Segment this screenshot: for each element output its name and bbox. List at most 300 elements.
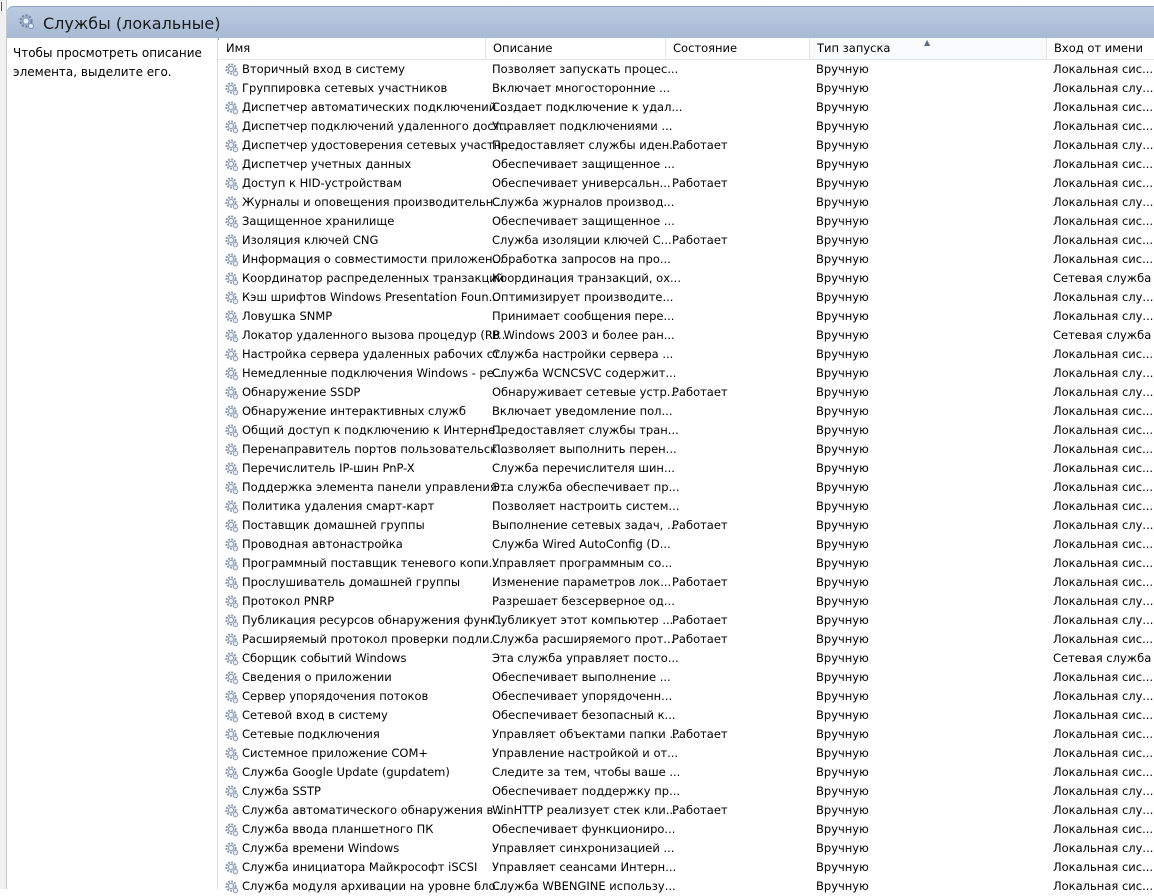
service-gear-icon [224,423,240,439]
service-description: Служба настройки сервера ... [492,347,674,361]
service-startup-type: Вручную [816,537,869,551]
service-gear-icon [224,385,240,401]
service-row[interactable] [219,421,1154,440]
service-row[interactable] [219,668,1154,687]
service-gear-icon [224,252,240,268]
sort-ascending-icon: ▲ [924,38,931,47]
service-logon-as: Локальная сис... [1053,119,1154,133]
service-state [672,193,802,212]
service-description: Следите за тем, чтобы ваше ... [492,765,681,779]
service-name: Локатор удаленного вызова процедур (RP... [242,328,509,342]
service-description: Включает уведомление пол... [492,404,673,418]
service-startup-type: Вручную [816,252,869,266]
service-startup-type: Вручную [816,271,869,285]
service-name: Перечислитель IP-шин PnP-X [242,461,415,475]
service-state [672,535,802,554]
service-description: Управляет объектами папки ... [492,727,681,741]
service-startup-type: Вручную [816,214,869,228]
service-state: Работает [672,727,728,741]
service-logon-as: Локальная слу... [1053,784,1154,798]
service-row[interactable] [219,801,1154,820]
service-gear-icon [224,651,240,667]
service-gear-icon [224,613,240,629]
service-logon-as: Локальная слу... [1053,138,1154,152]
service-logon-as: Локальная сис... [1053,461,1154,475]
service-logon-as: Локальная слу... [1053,195,1154,209]
service-state [672,326,802,345]
service-startup-type: Вручную [816,62,869,76]
service-row[interactable] [219,535,1154,554]
service-startup-type: Вручную [816,841,869,855]
service-logon-as: Локальная слу... [1053,366,1154,380]
service-logon-as: Локальная сис... [1053,765,1154,779]
service-description: Включает многосторонние ... [492,81,671,95]
service-name: Защищенное хранилище [242,214,395,228]
service-startup-type: Вручную [816,518,869,532]
column-header-description[interactable]: Описание [486,38,666,59]
service-state: Работает [672,613,728,627]
service-row[interactable] [219,706,1154,725]
service-gear-icon [224,784,240,800]
service-row[interactable] [219,345,1154,364]
service-startup-type: Вручную [816,328,869,342]
service-description: Публикует этот компьютер ... [492,613,674,627]
service-description: Предоставляет службы тран... [492,423,679,437]
service-state [672,782,802,801]
service-state: Работает [672,138,728,152]
service-row[interactable] [219,60,1154,79]
service-name: Диспетчер учетных данных [242,157,412,171]
service-row[interactable] [219,459,1154,478]
service-logon-as: Локальная сис... [1053,233,1154,247]
service-description: Служба изоляции ключей С... [492,233,672,247]
service-name: Перенаправитель портов пользовательск... [242,442,509,456]
service-description: Обеспечивает выполнение ... [492,670,671,684]
service-gear-icon [224,727,240,743]
service-description: Обеспечивает защищенное ... [492,214,675,228]
panel-title: Службы (локальные) [43,14,221,33]
service-gear-icon [224,765,240,781]
service-description: Служба расширяемого прот... [492,632,675,646]
services-list[interactable] [219,38,1154,893]
service-description: Координация транзакций, ох... [492,271,681,285]
service-row[interactable] [219,212,1154,231]
service-name: Информация о совместимости приложен... [242,252,504,266]
service-description: Создает подключение к удал... [492,100,683,114]
service-row[interactable] [219,744,1154,763]
service-logon-as: Локальная слу... [1053,613,1154,627]
service-row[interactable] [219,98,1154,117]
service-description: Служба перечислителя шин... [492,461,675,475]
service-description: Управляет синхронизацией ... [492,841,675,855]
service-state: Работает [672,518,728,532]
services-gear-icon [17,12,37,32]
service-gear-icon [224,480,240,496]
service-gear-icon [224,556,240,572]
service-startup-type: Вручную [816,765,869,779]
service-gear-icon [224,594,240,610]
service-logon-as: Локальная слу... [1053,81,1154,95]
service-logon-as: Сетевая служба [1053,651,1152,665]
service-logon-as: Локальная слу... [1053,385,1154,399]
service-name: Диспетчер автоматических подключений ... [242,100,511,114]
service-logon-as: Локальная слу... [1053,689,1154,703]
service-state [672,459,802,478]
service-state [672,288,802,307]
service-description: Обеспечивает упорядоченн... [492,689,673,703]
service-description: Принимает сообщения пере... [492,309,675,323]
service-gear-icon [224,328,240,344]
service-description: Разрешает безсерверное од... [492,594,675,608]
service-state [672,744,802,763]
column-header-row [219,38,1154,60]
service-description: Служба WBENGINE использу... [492,879,676,893]
service-startup-type: Вручную [816,879,869,893]
service-logon-as: Локальная сис... [1053,252,1154,266]
service-name: Координатор распределенных транзакций [242,271,505,285]
service-state [672,554,802,573]
service-name: Поддержка элемента панели управления ... [242,480,512,494]
service-name: Прослушиватель домашней группы [242,575,461,589]
service-row[interactable] [219,136,1154,155]
service-state [672,79,802,98]
service-startup-type: Вручную [816,385,869,399]
service-name: Сетевые подключения [242,727,380,741]
service-name: Группировка сетевых участников [242,81,448,95]
service-name: Проводная автонастройка [242,537,403,551]
column-header-state[interactable]: Состояние [666,38,810,59]
service-row[interactable] [219,383,1154,402]
service-state [672,98,802,117]
service-row[interactable] [219,858,1154,877]
service-row[interactable] [219,250,1154,269]
service-description: Управление настройкой и от... [492,746,679,760]
service-state [672,421,802,440]
service-startup-type: Вручную [816,689,869,703]
service-row[interactable] [219,326,1154,345]
service-row[interactable] [219,364,1154,383]
service-description: Обнаруживает сетевые устр... [492,385,678,399]
service-state [672,60,802,79]
service-row[interactable] [219,516,1154,535]
service-name: Обнаружение интерактивных служб [242,404,466,418]
service-state: Работает [672,575,728,589]
service-state [672,440,802,459]
service-description: Позволяет выполнить перен... [492,442,677,456]
service-gear-icon [224,860,240,876]
service-name: Системное приложение COM+ [242,746,429,760]
service-gear-icon [224,518,240,534]
service-description: Эта служба обеспечивает пр... [492,480,680,494]
service-state [672,687,802,706]
service-startup-type: Вручную [816,575,869,589]
service-gear-icon [224,746,240,762]
service-gear-icon [224,803,240,819]
service-logon-as: Локальная сис... [1053,404,1154,418]
edge-marker [1,2,2,11]
service-name: Служба автоматического обнаружения в... [242,803,505,817]
service-startup-type: Вручную [816,461,869,475]
service-row[interactable] [219,820,1154,839]
service-description: Служба WCNCSVC содержит... [492,366,677,380]
column-header-name[interactable]: Имя [219,38,486,59]
service-gear-icon [224,309,240,325]
service-startup-type: Вручную [816,195,869,209]
service-row[interactable] [219,193,1154,212]
service-name: Изоляция ключей CNG [242,233,379,247]
service-row[interactable] [219,725,1154,744]
service-row[interactable] [219,79,1154,98]
service-row[interactable] [219,592,1154,611]
service-logon-as: Локальная сис... [1053,575,1154,589]
service-logon-as: Локальная сис... [1053,442,1154,456]
service-state [672,117,802,136]
service-state [672,592,802,611]
service-name: Служба SSTP [242,784,321,798]
service-startup-type: Вручную [816,803,869,817]
service-row[interactable] [219,497,1154,516]
service-name: Сетевой вход в систему [242,708,388,722]
service-gear-icon [224,81,240,97]
service-state: Работает [672,632,728,646]
service-row[interactable] [219,554,1154,573]
service-startup-type: Вручную [816,442,869,456]
service-startup-type: Вручную [816,176,869,190]
service-row[interactable] [219,440,1154,459]
service-startup-type: Вручную [816,100,869,114]
service-startup-type: Вручную [816,784,869,798]
service-startup-type: Вручную [816,670,869,684]
service-gear-icon [224,461,240,477]
service-gear-icon [224,632,240,648]
column-header-logon-as[interactable]: Вход от имени [1054,41,1143,55]
service-startup-type: Вручную [816,860,869,874]
service-row[interactable] [219,402,1154,421]
service-description: Эта служба управляет посто... [492,651,679,665]
service-state [672,345,802,364]
description-hint: Чтобы просмотреть описание элемента, выделите его. [13,46,202,79]
service-state: Работает [672,385,728,399]
service-state [672,668,802,687]
service-gear-icon [224,195,240,211]
service-description: В Windows 2003 и более ран... [492,328,675,342]
service-startup-type: Вручную [816,632,869,646]
service-name: Служба ввода планшетного ПК [242,822,434,836]
service-description: Изменение параметров лок... [492,575,672,589]
service-row[interactable] [219,288,1154,307]
service-startup-type: Вручную [816,708,869,722]
service-startup-type: Вручную [816,309,869,323]
service-state [672,269,802,288]
service-name: Кэш шрифтов Windows Presentation Foun... [242,290,500,304]
service-row[interactable] [219,174,1154,193]
service-logon-as: Локальная слу... [1053,841,1154,855]
service-gear-icon [224,62,240,78]
service-name: Служба модуля архивации на уровне бло... [242,879,507,893]
service-row[interactable] [219,155,1154,174]
service-description: Управляет программным со... [492,556,673,570]
service-name: Сервер упорядочения потоков [242,689,429,703]
service-startup-type: Вручную [816,556,869,570]
service-row[interactable] [219,839,1154,858]
service-gear-icon [224,214,240,230]
service-logon-as: Локальная слу... [1053,290,1154,304]
service-name: Политика удаления смарт-карт [242,499,435,513]
service-name: Служба инициатора Майкрософт iSCSI [242,860,478,874]
service-description: Предоставляет службы иден... [492,138,681,152]
service-row[interactable] [219,630,1154,649]
service-state: Работает [672,803,728,817]
service-description: Обеспечивает функциониро... [492,822,676,836]
service-gear-icon [224,442,240,458]
service-startup-type: Вручную [816,138,869,152]
service-row[interactable] [219,478,1154,497]
service-description: Обработка запросов на про... [492,252,671,266]
service-logon-as: Сетевая служба [1053,328,1152,342]
service-row[interactable] [219,877,1154,896]
service-row[interactable] [219,573,1154,592]
service-name: Диспетчер подключений удаленного дост... [242,119,512,133]
service-description: Обеспечивает универсальн... [492,176,671,190]
service-gear-icon [224,708,240,724]
service-name: Вторичный вход в систему [242,62,405,76]
service-gear-icon [224,233,240,249]
service-state [672,212,802,231]
service-name: Служба времени Windows [242,841,400,855]
panel-header [7,6,1154,40]
service-logon-as: Локальная сис... [1053,480,1154,494]
service-startup-type: Вручную [816,727,869,741]
service-row[interactable] [219,117,1154,136]
service-startup-type: Вручную [816,651,869,665]
service-logon-as: Локальная сис... [1053,822,1154,836]
service-logon-as: Локальная сис... [1053,423,1154,437]
service-description: Обеспечивает поддержку пр... [492,784,681,798]
service-gear-icon [224,575,240,591]
service-description: Позволяет запускать процес... [492,62,679,76]
service-description: Выполнение сетевых задач, ... [492,518,678,532]
service-state [672,706,802,725]
service-logon-as: Локальная сис... [1053,860,1154,874]
service-gear-icon [224,347,240,363]
service-description: Оптимизирует производите... [492,290,674,304]
service-name: Протокол PNRP [242,594,335,608]
service-gear-icon [224,689,240,705]
service-logon-as: Локальная слу... [1053,803,1154,817]
service-logon-as: Локальная сис... [1053,556,1154,570]
service-gear-icon [224,879,240,895]
service-gear-icon [224,670,240,686]
service-description: Позволяет настроить систем... [492,499,680,513]
service-row[interactable] [219,269,1154,288]
service-row[interactable] [219,649,1154,668]
service-name: Служба Google Update (gupdatem) [242,765,450,779]
service-startup-type: Вручную [816,81,869,95]
service-name: Диспетчер удостоверения сетевых участн... [242,138,513,152]
service-description: Служба Wired AutoConfig (D... [492,537,671,551]
left-window-edge [0,0,7,889]
service-name: Обнаружение SSDP [242,385,361,399]
service-state [672,364,802,383]
service-logon-as: Локальная сис... [1053,708,1154,722]
service-logon-as: Локальная слу... [1053,594,1154,608]
service-startup-type: Вручную [816,822,869,836]
service-gear-icon [224,119,240,135]
service-logon-as: Локальная сис... [1053,879,1154,893]
service-description: Служба журналов производ... [492,195,675,209]
service-name: Немедленные подключения Windows - ре... [242,366,505,380]
service-row[interactable] [219,782,1154,801]
service-name: Сведения о приложении [242,670,392,684]
service-row[interactable] [219,307,1154,326]
service-name: Настройка сервера удаленных рабочих ст... [242,347,511,361]
service-state: Работает [672,233,728,247]
service-state [672,877,802,896]
service-state [672,858,802,877]
service-gear-icon [224,404,240,420]
service-gear-icon [224,499,240,515]
service-name: Публикация ресурсов обнаружения функ... [242,613,506,627]
service-logon-as: Локальная сис... [1053,537,1154,551]
service-state [672,820,802,839]
service-gear-icon [224,157,240,173]
service-logon-as: Сетевая служба [1053,271,1152,285]
service-logon-as: Локальная сис... [1053,347,1154,361]
service-gear-icon [224,138,240,154]
service-state [672,839,802,858]
service-gear-icon [224,100,240,116]
service-startup-type: Вручную [816,347,869,361]
services-rows [219,60,1154,896]
service-row[interactable] [219,231,1154,250]
service-state [672,478,802,497]
description-pane [7,38,218,889]
service-state: Работает [672,176,728,190]
service-row[interactable] [219,611,1154,630]
service-gear-icon [224,822,240,838]
service-startup-type: Вручную [816,594,869,608]
service-logon-as: Локальная сис... [1053,157,1154,171]
service-name: Поставщик домашней группы [242,518,425,532]
service-row[interactable] [219,687,1154,706]
service-logon-as: Локальная сис... [1053,214,1154,228]
service-state [672,763,802,782]
service-state [672,649,802,668]
service-logon-as: Локальная сис... [1053,62,1154,76]
service-row[interactable] [219,763,1154,782]
service-name: Расширяемый протокол проверки подли... [242,632,501,646]
service-startup-type: Вручную [816,480,869,494]
service-startup-type: Вручную [816,233,869,247]
service-description: Управляет подключениями ... [492,119,673,133]
column-header-startup-type[interactable]: Тип запуска [810,38,1047,59]
service-logon-as: Локальная сис... [1053,670,1154,684]
service-logon-as: Локальная сис... [1053,176,1154,190]
service-startup-type: Вручную [816,613,869,627]
service-gear-icon [224,841,240,857]
service-description: Обеспечивает защищенное ... [492,157,675,171]
service-name: Журналы и оповещения производительн... [242,195,505,209]
service-startup-type: Вручную [816,366,869,380]
service-state [672,307,802,326]
service-gear-icon [224,366,240,382]
service-logon-as: Локальная слу... [1053,518,1154,532]
service-startup-type: Вручную [816,404,869,418]
service-name: Программный поставщик теневого копи... [242,556,500,570]
service-startup-type: Вручную [816,119,869,133]
service-state [672,402,802,421]
service-name: Общий доступ к подключению к Интерне... [242,423,507,437]
